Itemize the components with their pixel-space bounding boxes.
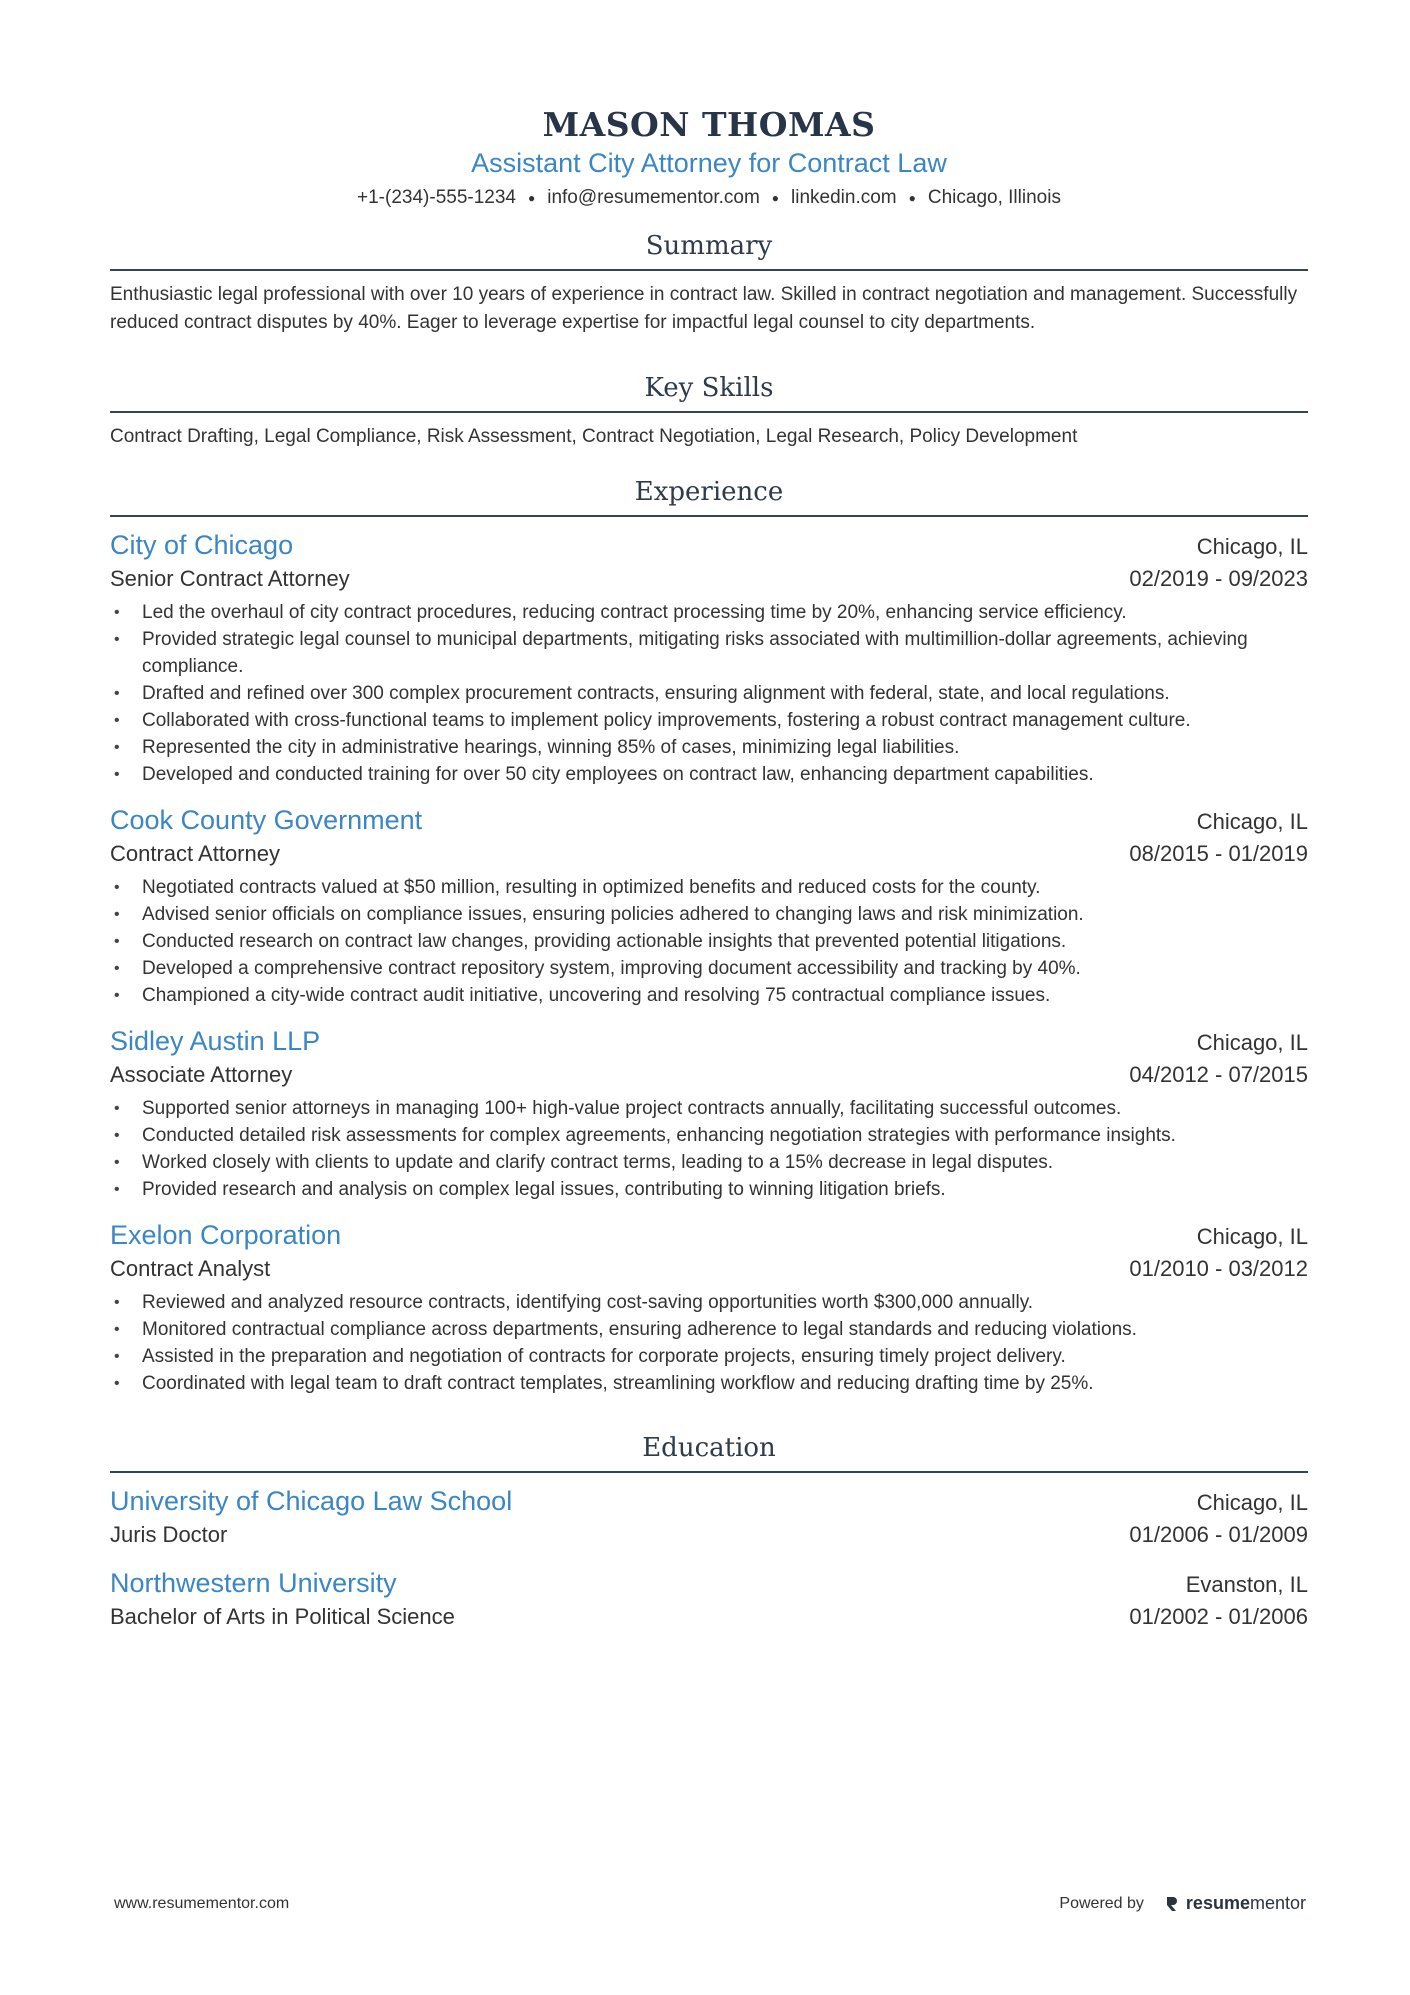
separator-dot-icon: ● bbox=[908, 190, 916, 205]
page-footer bbox=[114, 1893, 1306, 1914]
section-heading: Education bbox=[110, 1433, 1308, 1473]
brand-name-light: mentor bbox=[1249, 1893, 1306, 1913]
company-name: City of Chicago bbox=[110, 529, 294, 560]
brand-logo[interactable] bbox=[1164, 1893, 1306, 1914]
job-bullet-item: • Coordinated with legal team to draft contract templates, streamlining workflow and reducing drafting time by 25%. bbox=[110, 1370, 1308, 1397]
entry-header-row bbox=[110, 1217, 1308, 1253]
job-bullet-item: • Provided strategic legal counsel to municipal departments, mitigating risks associated with multimillion-dollar agreements, achieving compliance. bbox=[110, 626, 1308, 680]
job-bullet-item: • Represented the city in administrative hearings, winning 85% of cases, minimizing legal liabilities. bbox=[110, 734, 1308, 761]
school-name: Northwestern University bbox=[110, 1567, 397, 1598]
resume-header bbox=[110, 105, 1308, 209]
job-bullet-item: • Conducted detailed risk assessments for complex agreements, enhancing negotiation strategies with performance insights. bbox=[110, 1122, 1308, 1149]
job-location: Chicago, IL bbox=[1196, 533, 1308, 559]
job-bullet-item: • Led the overhaul of city contract procedures, reducing contract processing time by 20%, enhancing service efficiency. bbox=[110, 599, 1308, 626]
job-bullet-item: • Drafted and refined over 300 complex procurement contracts, ensuring alignment with federal, state, and local regulations. bbox=[110, 680, 1308, 707]
entry-header-row bbox=[110, 1023, 1308, 1059]
job-location: Chicago, IL bbox=[1196, 1223, 1308, 1249]
company-name: Cook County Government bbox=[110, 804, 423, 835]
job-bullet-item: • Championed a city-wide contract audit initiative, uncovering and resolving 75 contractual compliance issues. bbox=[110, 982, 1308, 1009]
education-entry bbox=[110, 1565, 1308, 1633]
contact-phone: +1-(234)-555-1234 bbox=[357, 186, 516, 208]
job-position: Senior Contract Attorney bbox=[110, 565, 350, 591]
experience-entry bbox=[110, 1217, 1308, 1397]
job-location: Chicago, IL bbox=[1196, 808, 1308, 834]
contact-line bbox=[110, 187, 1308, 209]
footer-website-link[interactable]: www.resumementor.com bbox=[114, 1894, 290, 1912]
company-name: Sidley Austin LLP bbox=[110, 1025, 321, 1056]
resume-page bbox=[110, 100, 1308, 1633]
job-bullet-item: • Provided research and analysis on complex legal issues, contributing to winning litigation briefs. bbox=[110, 1176, 1308, 1203]
job-bullet-item: • Developed a comprehensive contract repository system, improving document accessibility and tracking by 40%. bbox=[110, 955, 1308, 982]
job-bullet-item: • Conducted research on contract law changes, providing actionable insights that prevented potential litigations. bbox=[110, 928, 1308, 955]
entry-header-row bbox=[110, 1565, 1308, 1601]
separator-dot-icon: ● bbox=[771, 190, 780, 205]
job-position: Contract Attorney bbox=[110, 840, 280, 866]
powered-by-label: Powered by bbox=[1059, 1894, 1144, 1912]
education-section bbox=[110, 1433, 1308, 1633]
school-location: Evanston, IL bbox=[1185, 1571, 1308, 1597]
degree-name: Bachelor of Arts in Political Science bbox=[110, 1603, 455, 1629]
job-bullets bbox=[110, 599, 1308, 788]
entry-subheader-row bbox=[110, 1519, 1308, 1551]
job-bullets bbox=[110, 1095, 1308, 1203]
experience-entry bbox=[110, 1023, 1308, 1203]
job-dates: 08/2015 - 01/2019 bbox=[1129, 840, 1308, 866]
education-list bbox=[110, 1483, 1308, 1633]
entry-header-row bbox=[110, 1483, 1308, 1519]
education-dates: 01/2002 - 01/2006 bbox=[1129, 1603, 1308, 1629]
degree-name: Juris Doctor bbox=[110, 1521, 228, 1547]
job-location: Chicago, IL bbox=[1196, 1029, 1308, 1055]
section-heading: Experience bbox=[110, 477, 1308, 517]
contact-email: info@resumementor.com bbox=[547, 186, 760, 208]
job-bullet-item: • Monitored contractual compliance across departments, ensuring adherence to legal standards and reducing violations. bbox=[110, 1316, 1308, 1343]
entry-subheader-row bbox=[110, 1601, 1308, 1633]
company-name: Exelon Corporation bbox=[110, 1219, 342, 1250]
job-bullet-item: • Negotiated contracts valued at $50 million, resulting in optimized benefits and reduced costs for the county. bbox=[110, 874, 1308, 901]
entry-subheader-row bbox=[110, 838, 1308, 870]
contact-linkedin: linkedin.com bbox=[791, 186, 897, 208]
entry-header-row bbox=[110, 527, 1308, 563]
summary-section bbox=[110, 231, 1308, 337]
education-entry bbox=[110, 1483, 1308, 1551]
resumementor-logo-icon bbox=[1164, 1895, 1180, 1913]
school-location: Chicago, IL bbox=[1196, 1489, 1308, 1515]
job-bullets bbox=[110, 1289, 1308, 1397]
job-dates: 04/2012 - 07/2015 bbox=[1129, 1061, 1308, 1087]
job-bullet-item: • Reviewed and analyzed resource contracts, identifying cost-saving opportunities worth $300,000 annually. bbox=[110, 1289, 1308, 1316]
job-bullets bbox=[110, 874, 1308, 1009]
section-heading: Key Skills bbox=[110, 373, 1308, 413]
entry-subheader-row bbox=[110, 1253, 1308, 1285]
contact-location: Chicago, Illinois bbox=[927, 186, 1061, 208]
experience-entry bbox=[110, 802, 1308, 1009]
brand-name-bold: resume bbox=[1185, 1893, 1250, 1913]
entry-subheader-row bbox=[110, 1059, 1308, 1091]
job-bullet-item: • Advised senior officials on compliance issues, ensuring policies adhered to changing laws and risk minimization. bbox=[110, 901, 1308, 928]
candidate-name: MASON THOMAS bbox=[542, 105, 876, 144]
job-dates: 02/2019 - 09/2023 bbox=[1129, 565, 1308, 591]
experience-entry bbox=[110, 527, 1308, 788]
skills-section bbox=[110, 373, 1308, 451]
job-dates: 01/2010 - 03/2012 bbox=[1129, 1255, 1308, 1281]
skills-text: Contract Drafting, Legal Compliance, Risk Assessment, Contract Negotiation, Legal Research, Policy Development bbox=[110, 425, 1078, 447]
job-bullet-item: • Assisted in the preparation and negotiation of contracts for corporate projects, ensuring timely project delivery. bbox=[110, 1343, 1308, 1370]
job-bullet-item: • Developed and conducted training for over 50 city employees on contract law, enhancing department capabilities. bbox=[110, 761, 1308, 788]
entry-header-row bbox=[110, 802, 1308, 838]
experience-section bbox=[110, 477, 1308, 1397]
summary-text: Enthusiastic legal professional with over 10 years of experience in contract law. Skilled in contract negotiation and management. Successfully reduced contract disputes by 40%. Eager to leverage expertise for impactful legal counsel to city departments. bbox=[110, 283, 1298, 333]
separator-dot-icon: ● bbox=[527, 190, 536, 205]
section-heading: Summary bbox=[110, 231, 1308, 271]
school-name: University of Chicago Law School bbox=[110, 1485, 513, 1516]
experience-list bbox=[110, 527, 1308, 1397]
education-dates: 01/2006 - 01/2009 bbox=[1129, 1521, 1308, 1547]
job-position: Contract Analyst bbox=[110, 1255, 271, 1281]
job-bullet-item: • Collaborated with cross-functional teams to implement policy improvements, fostering a robust contract management culture. bbox=[110, 707, 1308, 734]
entry-subheader-row bbox=[110, 563, 1308, 595]
job-bullet-item: • Supported senior attorneys in managing 100+ high-value project contracts annually, facilitating successful outcomes. bbox=[110, 1095, 1308, 1122]
job-position: Associate Attorney bbox=[110, 1061, 293, 1087]
candidate-title: Assistant City Attorney for Contract Law bbox=[471, 148, 947, 178]
powered-by bbox=[1059, 1893, 1306, 1914]
job-bullet-item: • Worked closely with clients to update and clarify contract terms, leading to a 15% decrease in legal disputes. bbox=[110, 1149, 1308, 1176]
